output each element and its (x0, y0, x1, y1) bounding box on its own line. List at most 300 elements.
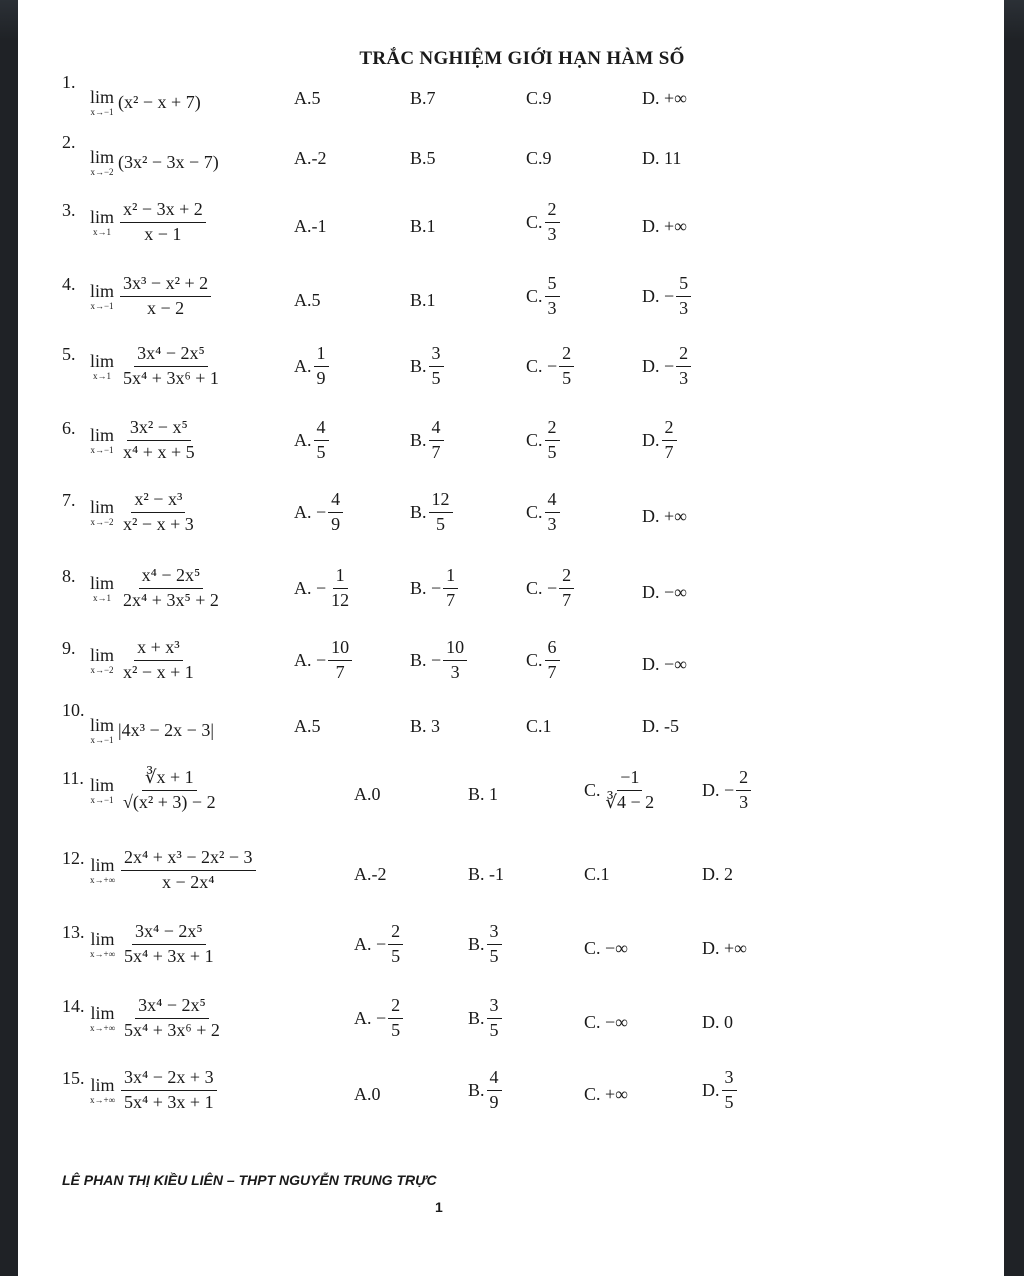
answer-option-d[interactable] (642, 582, 687, 603)
question-item (62, 848, 1002, 908)
option-numerator: 3 (429, 344, 444, 367)
question-expression (90, 418, 198, 463)
option-numerator: 5 (676, 274, 691, 297)
limit-subscript: x→−1 (90, 794, 114, 805)
option-label: C. (584, 779, 601, 800)
question-item (62, 274, 1002, 334)
question-expression (90, 490, 197, 535)
question-number: 8. (62, 566, 76, 586)
option-denominator: 5 (724, 1091, 734, 1112)
limit-label: lim (90, 644, 115, 665)
option-denominator: 5 (436, 513, 446, 534)
answer-option-b[interactable] (410, 290, 436, 311)
option-denominator: 3 (679, 367, 689, 388)
expression-fraction (121, 1068, 217, 1113)
option-label: D. 2 (702, 864, 733, 884)
option-denominator: 5 (562, 367, 572, 388)
option-label: C. (526, 501, 543, 522)
option-numerator: 1 (443, 566, 458, 589)
option-numerator: 3 (487, 922, 502, 945)
question-expression (90, 922, 217, 967)
limit-label: lim (90, 496, 115, 517)
expression-fraction (120, 344, 222, 389)
question-number: 2. (62, 132, 76, 152)
limit-subscript: x→−1 (90, 735, 114, 745)
limit-operator (90, 498, 114, 527)
answer-option-c[interactable] (584, 1084, 628, 1105)
option-label: A.-2 (354, 864, 387, 884)
question-expression (90, 638, 197, 683)
option-denominator: 7 (664, 441, 674, 462)
question-item (62, 490, 1002, 550)
answer-option-a[interactable] (294, 716, 321, 737)
answer-option-c[interactable] (584, 768, 657, 813)
limit-operator (90, 930, 115, 959)
option-label: B.7 (410, 88, 436, 108)
option-fraction (328, 490, 343, 535)
option-numerator: 2 (559, 344, 574, 367)
option-label: C. −∞ (584, 938, 628, 958)
option-label: D. − (702, 779, 735, 800)
option-denominator: 7 (547, 661, 557, 682)
option-label: D. − (642, 355, 675, 376)
answer-option-b[interactable] (410, 148, 436, 169)
limit-label: lim (90, 280, 115, 301)
expression-denominator: 2x⁴ + 3x⁵ + 2 (123, 589, 219, 610)
limit-label: lim (90, 572, 115, 593)
answer-option-d[interactable] (702, 938, 747, 959)
limit-label: lim (90, 854, 115, 875)
option-denominator: 3 (739, 791, 749, 812)
option-fraction (388, 922, 403, 967)
question-item (62, 132, 1002, 192)
limit-operator (90, 352, 114, 381)
limit-operator (90, 856, 115, 885)
option-denominator: 7 (446, 589, 456, 610)
answer-option-b[interactable] (410, 638, 467, 683)
option-label: D. +∞ (642, 506, 687, 526)
expression-fraction (121, 848, 256, 893)
answer-option-c[interactable] (526, 274, 560, 319)
answer-option-d[interactable] (642, 654, 687, 675)
option-label: B.1 (410, 216, 436, 236)
expression-denominator: x⁴ + x + 5 (123, 441, 195, 462)
question-item (62, 418, 1002, 478)
question-number: 7. (62, 490, 76, 510)
option-label: B. − (410, 649, 442, 670)
limit-subscript: x→−2 (90, 167, 114, 177)
expression-denominator: 5x⁴ + 3x + 1 (124, 945, 214, 966)
option-label: C.9 (526, 88, 552, 108)
limit-operator (90, 716, 114, 745)
option-fraction (559, 566, 574, 611)
answer-option-b[interactable] (468, 922, 502, 967)
option-label: A.5 (294, 716, 321, 736)
expression-denominator: 5x⁴ + 3x⁶ + 1 (123, 367, 219, 388)
option-denominator: 5 (431, 367, 441, 388)
option-label: B. (410, 355, 427, 376)
answer-option-a[interactable] (354, 996, 403, 1041)
option-fraction (545, 200, 560, 245)
option-denominator: 9 (331, 513, 341, 534)
limit-label: lim (90, 1002, 115, 1023)
option-label: B. (410, 501, 427, 522)
answer-option-c[interactable] (526, 638, 560, 683)
answer-option-d[interactable] (642, 216, 687, 237)
answer-option-a[interactable] (294, 418, 329, 463)
option-denominator: 5 (547, 441, 557, 462)
limit-label: lim (90, 928, 115, 949)
answer-option-b[interactable] (410, 88, 436, 109)
limit-operator (90, 282, 114, 311)
option-label: B. (410, 429, 427, 450)
question-item (62, 72, 1002, 132)
limit-subscript: x→1 (93, 592, 111, 603)
option-label: A.0 (354, 1084, 381, 1104)
expression-denominator: x² − x + 1 (123, 661, 194, 682)
option-label: D. (702, 1079, 720, 1100)
option-label: B. (468, 1079, 485, 1100)
option-numerator: 3 (722, 1068, 737, 1091)
option-label: B. 3 (410, 716, 441, 736)
answer-option-b[interactable] (468, 996, 502, 1041)
option-denominator: 12 (331, 589, 350, 610)
question-expression (90, 566, 222, 611)
option-numerator: 6 (545, 638, 560, 661)
question-item (62, 922, 1002, 982)
option-label: C. − (526, 577, 558, 598)
limit-subscript: x→1 (93, 370, 111, 381)
option-label: A.-1 (294, 216, 327, 236)
option-numerator: 2 (662, 418, 677, 441)
answer-option-a[interactable] (294, 88, 321, 109)
option-label: A.0 (354, 784, 381, 804)
option-numerator: 10 (328, 638, 352, 661)
answer-option-c[interactable] (584, 938, 628, 959)
option-denominator: 5 (489, 1019, 499, 1040)
answer-option-c[interactable] (584, 864, 610, 885)
option-denominator: 7 (431, 441, 441, 462)
expression-fraction (121, 996, 223, 1041)
option-label: B.5 (410, 148, 436, 168)
answer-option-d[interactable] (702, 1068, 737, 1113)
option-label: D. (642, 429, 660, 450)
option-label: D. −∞ (642, 654, 687, 674)
answer-option-d[interactable] (642, 716, 679, 737)
expression-numerator: 3x⁴ − 2x⁵ (132, 922, 206, 945)
expression-fraction (121, 922, 217, 967)
option-numerator: 1 (333, 566, 348, 589)
option-denominator: 3 (450, 661, 460, 682)
expression-denominator: 5x⁴ + 3x⁶ + 2 (124, 1019, 220, 1040)
option-label: C. +∞ (584, 1084, 628, 1104)
option-label: D. -5 (642, 716, 679, 736)
question-number: 10. (62, 700, 85, 720)
expression-denominator: √(x² + 3) − 2 (123, 791, 216, 812)
option-fraction (487, 922, 502, 967)
expression-fraction (120, 490, 197, 535)
option-numerator: 12 (429, 490, 453, 513)
answer-option-b[interactable] (468, 864, 504, 885)
limit-operator (90, 574, 114, 603)
answer-option-b[interactable] (410, 566, 458, 611)
answer-option-b[interactable] (410, 344, 444, 389)
answer-option-d[interactable] (642, 148, 681, 169)
answer-option-c[interactable] (526, 88, 552, 109)
answer-option-d[interactable] (702, 768, 751, 813)
option-numerator: 2 (545, 200, 560, 223)
question-number: 12. (62, 848, 85, 868)
option-denominator: 7 (562, 589, 572, 610)
option-label: C. −∞ (584, 1012, 628, 1032)
option-numerator: 4 (545, 490, 560, 513)
option-fraction (545, 638, 560, 683)
answer-option-c[interactable] (526, 200, 560, 245)
question-item (62, 200, 1002, 260)
limit-subscript: x→+∞ (90, 1022, 115, 1033)
option-label: D. +∞ (702, 938, 747, 958)
option-label: D. 0 (702, 1012, 733, 1032)
option-fraction (443, 638, 467, 683)
option-label: B. − (410, 577, 442, 598)
option-label: A. − (354, 1007, 387, 1028)
answer-option-d[interactable] (702, 864, 733, 885)
option-fraction (429, 344, 444, 389)
question-number: 5. (62, 344, 76, 364)
question-expression (90, 148, 219, 177)
option-numerator: 10 (443, 638, 467, 661)
answer-option-b[interactable] (410, 716, 440, 737)
option-denominator: 3 (547, 297, 557, 318)
option-fraction (429, 418, 444, 463)
page-title: TRẮC NGHIỆM GIỚI HẠN HÀM SỐ (359, 48, 685, 69)
answer-option-a[interactable] (294, 148, 327, 169)
option-numerator: 2 (559, 566, 574, 589)
answer-option-a[interactable] (294, 638, 352, 683)
question-expression (90, 200, 206, 245)
option-label: B. (468, 933, 485, 954)
question-expression (90, 996, 223, 1041)
option-fraction (676, 274, 691, 319)
expression-denominator: x − 2 (146, 297, 185, 318)
option-fraction (314, 418, 329, 463)
option-denominator: 3 (679, 297, 689, 318)
option-label: C. (526, 211, 543, 232)
question-number: 4. (62, 274, 76, 294)
answer-option-c[interactable] (526, 148, 552, 169)
option-fraction (328, 566, 352, 611)
page-number: 1 (435, 1199, 443, 1215)
expression-fraction (120, 274, 211, 319)
answer-option-b[interactable] (410, 216, 436, 237)
option-label: D. −∞ (642, 582, 687, 602)
limit-label: lim (90, 1074, 115, 1095)
expression-text: |4x³ − 2x − 3| (118, 720, 214, 740)
option-numerator: 2 (388, 996, 403, 1019)
option-fraction (545, 418, 560, 463)
expression-text: (x² − x + 7) (118, 92, 201, 112)
answer-option-b[interactable] (410, 490, 453, 535)
option-label: A. (294, 429, 312, 450)
answer-option-c[interactable] (526, 344, 574, 389)
option-label: C. (526, 285, 543, 306)
option-label: B. 1 (468, 784, 499, 804)
limit-label: lim (90, 350, 115, 371)
option-label: D. 11 (642, 148, 682, 168)
limit-subscript: x→−1 (90, 444, 114, 455)
answer-option-c[interactable] (526, 716, 552, 737)
option-fraction (314, 344, 329, 389)
expression-denominator: 5x⁴ + 3x + 1 (124, 1091, 214, 1112)
question-number: 13. (62, 922, 85, 942)
answer-option-a[interactable] (354, 1084, 381, 1105)
answer-option-b[interactable] (468, 1068, 502, 1113)
option-label: D. +∞ (642, 88, 687, 108)
limit-operator (90, 1076, 115, 1105)
option-numerator: 4 (314, 418, 329, 441)
question-item (62, 700, 1002, 760)
option-fraction (662, 418, 677, 463)
question-expression (90, 344, 222, 389)
option-label: A.-2 (294, 148, 327, 168)
answer-option-a[interactable] (294, 344, 329, 389)
option-fraction (676, 344, 691, 389)
option-label: A. (294, 355, 312, 376)
question-number: 1. (62, 72, 76, 92)
question-item (62, 344, 1002, 404)
option-fraction (443, 566, 458, 611)
question-expression (90, 1068, 217, 1113)
option-fraction (487, 996, 502, 1041)
limit-operator (90, 426, 114, 455)
option-denominator: 3 (547, 513, 557, 534)
question-expression (90, 848, 256, 893)
expression-numerator: 2x⁴ + x³ − 2x² − 3 (121, 848, 256, 871)
limit-operator (90, 646, 114, 675)
option-label: A.5 (294, 88, 321, 108)
limit-subscript: x→+∞ (90, 874, 115, 885)
answer-option-a[interactable] (294, 216, 327, 237)
expression-numerator: x² − x³ (131, 490, 185, 513)
limit-subscript: x→+∞ (90, 948, 115, 959)
limit-subscript: x→−1 (90, 107, 114, 117)
expression-fraction (120, 566, 222, 611)
limit-operator (90, 208, 114, 237)
question-number: 9. (62, 638, 76, 658)
limit-label: lim (90, 424, 115, 445)
answer-option-a[interactable] (354, 922, 403, 967)
option-label: A. − (294, 501, 327, 522)
expression-denominator: x − 2x⁴ (162, 871, 215, 892)
option-denominator: 3 (547, 223, 557, 244)
option-label: C.1 (584, 864, 610, 884)
question-expression (90, 274, 211, 319)
question-item (62, 566, 1002, 626)
question-number: 15. (62, 1068, 85, 1088)
option-numerator: 4 (487, 1068, 502, 1091)
answer-option-a[interactable] (354, 864, 387, 885)
answer-option-d[interactable] (702, 1012, 733, 1033)
option-fraction (388, 996, 403, 1041)
question-expression (90, 768, 219, 813)
answer-option-c[interactable] (584, 1012, 628, 1033)
option-fraction (603, 768, 658, 813)
expression-numerator: 3x⁴ − 2x + 3 (121, 1068, 217, 1091)
answer-option-d[interactable] (642, 88, 687, 109)
option-label: B.1 (410, 290, 436, 310)
option-label: A.5 (294, 290, 321, 310)
answer-option-d[interactable] (642, 506, 687, 527)
answer-option-a[interactable] (354, 784, 381, 805)
option-label: C.9 (526, 148, 552, 168)
answer-option-c[interactable] (526, 418, 560, 463)
question-number: 14. (62, 996, 85, 1016)
option-numerator: 2 (736, 768, 751, 791)
question-number: 3. (62, 200, 76, 220)
expression-fraction (120, 638, 197, 683)
answer-option-b[interactable] (468, 784, 498, 805)
option-numerator: 1 (314, 344, 329, 367)
answer-option-b[interactable] (410, 418, 444, 463)
option-label: A. − (354, 933, 387, 954)
limit-label: lim (90, 715, 115, 735)
option-numerator: 2 (388, 922, 403, 945)
option-label: A. − (294, 577, 327, 598)
answer-option-d[interactable] (642, 418, 677, 463)
limit-operator (90, 1004, 115, 1033)
expression-numerator: x + x³ (134, 638, 183, 661)
answer-option-c[interactable] (526, 490, 560, 535)
answer-option-d[interactable] (642, 274, 691, 319)
answer-option-c[interactable] (526, 566, 574, 611)
option-label: B. -1 (468, 864, 504, 884)
expression-text: (3x² − 3x − 7) (118, 152, 219, 172)
expression-numerator: x² − 3x + 2 (120, 200, 206, 223)
answer-option-a[interactable] (294, 566, 352, 611)
limit-label: lim (90, 206, 115, 227)
option-numerator: 3 (487, 996, 502, 1019)
expression-denominator: x² − x + 3 (123, 513, 194, 534)
question-expression (90, 88, 201, 117)
question-number: 11. (62, 768, 84, 788)
limit-operator (90, 148, 114, 177)
question-item (62, 768, 1002, 828)
limit-operator (90, 88, 114, 117)
option-denominator: 5 (391, 1019, 401, 1040)
document-page (18, 0, 1004, 1276)
answer-option-a[interactable] (294, 290, 321, 311)
question-item (62, 996, 1002, 1056)
expression-numerator: 3x³ − x² + 2 (120, 274, 211, 297)
answer-option-a[interactable] (294, 490, 343, 535)
option-label: C.1 (526, 716, 552, 736)
option-fraction (736, 768, 751, 813)
expression-fraction (120, 200, 206, 245)
answer-option-d[interactable] (642, 344, 691, 389)
limit-subscript: x→−2 (90, 664, 114, 675)
limit-subscript: x→−2 (90, 516, 114, 527)
option-denominator: 9 (316, 367, 326, 388)
expression-numerator: 3x⁴ − 2x⁵ (135, 996, 209, 1019)
option-denominator: 5 (316, 441, 326, 462)
footer-author: LÊ PHAN THỊ KIỀU LIÊN – THPT NGUYỄN TRUNG TRỰC (62, 1172, 437, 1188)
option-numerator: −1 (617, 768, 642, 791)
option-numerator: 4 (429, 418, 444, 441)
question-number: 6. (62, 418, 76, 438)
question-expression (90, 716, 214, 745)
option-label: D. − (642, 285, 675, 306)
option-denominator: 5 (489, 945, 499, 966)
